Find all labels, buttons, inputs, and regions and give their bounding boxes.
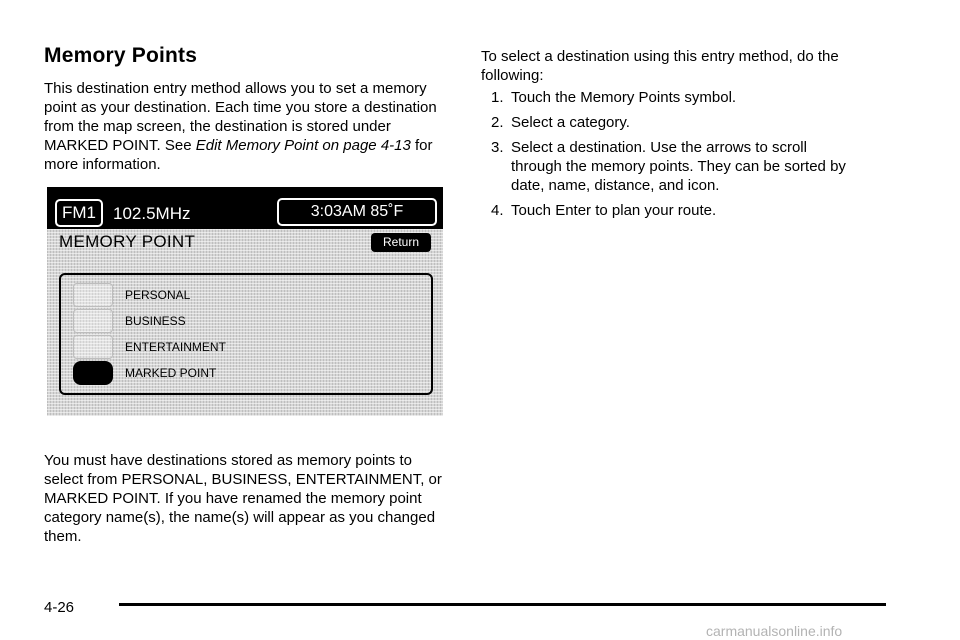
category-selector	[73, 309, 113, 333]
step-number: 4.	[491, 202, 504, 219]
status-bar	[47, 187, 443, 229]
step-number: 2.	[491, 114, 504, 131]
category-selector	[73, 283, 113, 307]
step-item	[491, 113, 861, 132]
page-heading: Memory Points	[44, 44, 198, 67]
footer-divider	[119, 603, 886, 606]
intro-tail: for more information.	[44, 137, 433, 173]
step-text: Select a category.	[511, 114, 630, 131]
step-text: Touch the Memory Points symbol.	[511, 89, 737, 106]
steps-list	[491, 88, 861, 226]
category-entertainment	[61, 335, 421, 359]
category-selector	[73, 335, 113, 359]
screen-title: MEMORY POINT	[59, 232, 196, 251]
frequency-readout: 102.5MHz	[113, 204, 191, 223]
step-text: Touch Enter to plan your route.	[511, 202, 717, 219]
category-marked-point	[61, 361, 421, 385]
watermark-text: carmanualsonline.info	[706, 623, 843, 639]
step-number: 3.	[491, 139, 504, 156]
time-temperature-readout: 3:03AM 85˚F	[277, 198, 437, 226]
step-item	[491, 138, 861, 195]
page-number: 4-26	[44, 599, 75, 616]
cross-reference: Edit Memory Point on page 4-13	[195, 137, 411, 154]
intro-paragraph	[44, 79, 444, 174]
step-text: Select a destination. Use the arrows to scroll through the memory points. They can be sorted by date, name, distance, and icon.	[511, 139, 846, 194]
steps-intro: To select a destination using this entry method, do the following:	[481, 48, 839, 84]
category-selector-active	[73, 361, 113, 385]
category-label: MARKED POINT	[125, 366, 217, 380]
step-item	[491, 201, 861, 220]
intro-text: This destination entry method allows you to set a memory point as your destination. Each time you store a destination from the map screen, the destination is stored under MARKED POINT. See	[44, 80, 437, 154]
category-personal	[61, 283, 421, 307]
return-button: Return	[371, 233, 431, 252]
category-label: BUSINESS	[125, 314, 186, 328]
step-item	[491, 88, 861, 107]
category-label: ENTERTAINMENT	[125, 340, 226, 354]
category-label: PERSONAL	[125, 288, 191, 302]
band-button: FM1	[55, 199, 103, 227]
category-panel	[59, 273, 433, 395]
outro-paragraph: You must have destinations stored as memory points to select from PERSONAL, BUSINESS, ENTERTAINMENT, or MARKED POINT. If you have renamed the memory point category name(s), the name(s) will appear as you changed them.	[44, 452, 442, 545]
navigation-screen-figure	[47, 187, 443, 416]
category-business	[61, 309, 421, 333]
step-number: 1.	[491, 89, 504, 106]
